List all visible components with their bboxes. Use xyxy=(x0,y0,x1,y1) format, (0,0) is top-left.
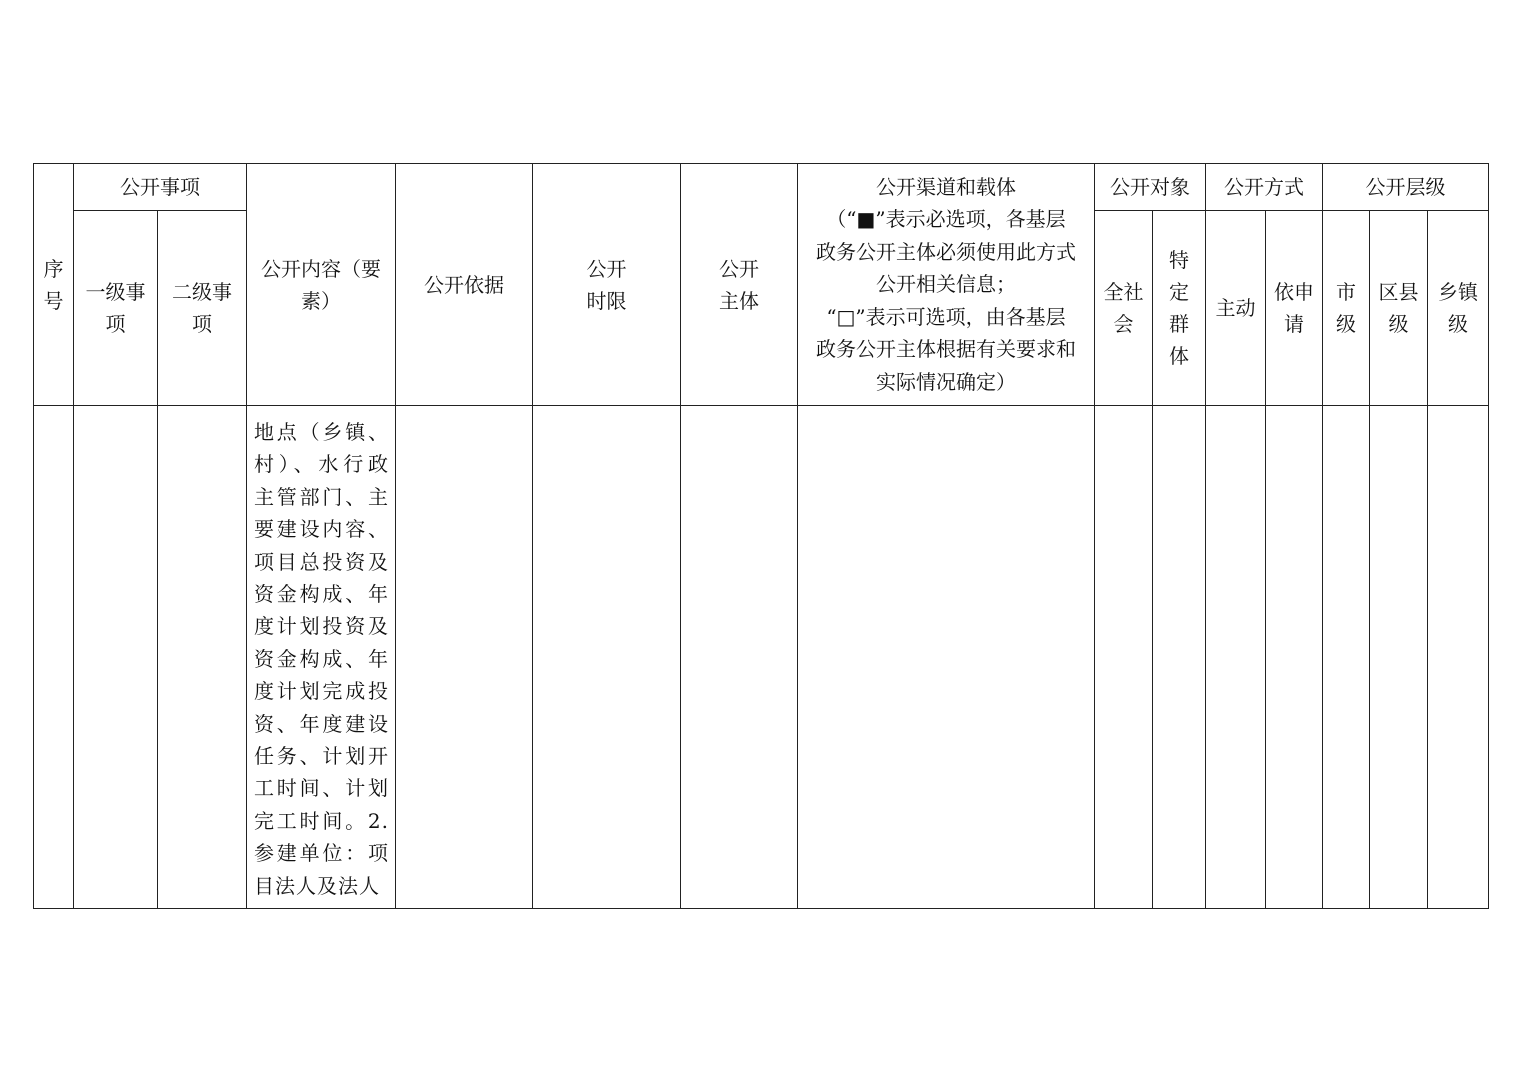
cell-object-all xyxy=(1095,406,1153,909)
header-level-town-line: 级 xyxy=(1448,312,1468,336)
cell-channel xyxy=(798,406,1095,909)
header-content-line: 公开内容（要 xyxy=(261,256,381,281)
cell-seq xyxy=(34,406,74,909)
header-level-city xyxy=(1323,211,1370,406)
header-seq-line: 号 xyxy=(43,288,64,313)
cell-object-specific xyxy=(1153,406,1206,909)
header-content xyxy=(247,164,396,406)
header-seq-line: 序 xyxy=(43,256,64,281)
cell-content-text: 地点（乡镇、村）、水行政主管部门、主要建设内容、项目总投资及资金构成、年度计划投资及资金构成、年度计划完成投资、年度建设任务、计划开工时间、计划完工时间。2.参建单位：项目法人及法人 xyxy=(254,420,389,898)
header-method-request-line: 依申 xyxy=(1274,280,1314,304)
header-channel-title: 公开渠道和载体 xyxy=(876,174,1016,199)
cell-time-limit xyxy=(533,406,681,909)
cell-level-town xyxy=(1428,406,1489,909)
header-item-level1 xyxy=(74,211,158,406)
cell-level-city xyxy=(1323,406,1370,909)
header-object-specific xyxy=(1153,211,1206,406)
header-channel-note-line: （“■”表示必选项，各基层 xyxy=(826,207,1066,232)
header-basis: 公开依据 xyxy=(396,164,533,406)
cell-subject xyxy=(681,406,798,909)
header-level-district xyxy=(1370,211,1428,406)
header-object-all-line: 全社 xyxy=(1103,280,1144,304)
header-time-limit-line: 公开 xyxy=(586,256,627,281)
header-channel-note-line: 政务公开主体必须使用此方式 xyxy=(816,239,1076,264)
header-channel-note-line: “□”表示可选项，由各基层 xyxy=(826,304,1066,329)
header-method-request xyxy=(1266,211,1323,406)
header-method-active: 主动 xyxy=(1206,211,1266,406)
header-object-specific-line: 体 xyxy=(1169,344,1189,368)
header-time-limit-line: 时限 xyxy=(586,288,627,313)
header-subject xyxy=(681,164,798,406)
table-row xyxy=(34,406,1489,909)
header-channel xyxy=(798,164,1095,406)
header-content-line: 素） xyxy=(301,288,341,313)
header-item-level1-line: 项 xyxy=(105,312,126,336)
header-object-all xyxy=(1095,211,1153,406)
header-level-city-line: 级 xyxy=(1336,312,1356,336)
header-subject-line: 公开 xyxy=(719,256,759,281)
cell-method-active xyxy=(1206,406,1266,909)
header-item-group: 公开事项 xyxy=(74,164,247,211)
header-object-specific-line: 群 xyxy=(1169,312,1189,336)
header-seq xyxy=(34,164,74,406)
header-level-district-line: 级 xyxy=(1388,312,1409,336)
header-object-specific-line: 定 xyxy=(1169,280,1189,304)
header-object-specific-line: 特 xyxy=(1169,248,1189,272)
header-level-town-line: 乡镇 xyxy=(1438,280,1478,304)
header-level-town xyxy=(1428,211,1489,406)
cell-item-level2 xyxy=(158,406,247,909)
header-level-district-line: 区县 xyxy=(1378,280,1419,304)
header-item-level1-line: 一级事 xyxy=(85,280,146,304)
cell-item-level1 xyxy=(74,406,158,909)
header-method-group: 公开方式 xyxy=(1206,164,1323,211)
header-level-city-line: 市 xyxy=(1336,280,1356,304)
header-channel-note-line: 公开相关信息； xyxy=(876,272,1016,297)
header-item-level2 xyxy=(158,211,247,406)
header-subject-line: 主体 xyxy=(719,288,759,313)
cell-method-request xyxy=(1266,406,1323,909)
header-item-level2-line: 二级事 xyxy=(172,280,232,304)
header-channel-note-line: 政务公开主体根据有关要求和 xyxy=(816,337,1076,362)
header-object-group: 公开对象 xyxy=(1095,164,1206,211)
header-method-request-line: 请 xyxy=(1284,312,1304,336)
header-row-group xyxy=(34,164,1489,211)
cell-basis xyxy=(396,406,533,909)
header-object-all-line: 会 xyxy=(1113,312,1134,336)
header-channel-note-line: 实际情况确定） xyxy=(876,369,1016,394)
cell-level-district xyxy=(1370,406,1428,909)
header-time-limit xyxy=(533,164,681,406)
cell-content xyxy=(247,406,396,909)
disclosure-table xyxy=(33,163,1489,909)
header-level-group: 公开层级 xyxy=(1323,164,1489,211)
header-item-level2-line: 项 xyxy=(192,312,212,336)
